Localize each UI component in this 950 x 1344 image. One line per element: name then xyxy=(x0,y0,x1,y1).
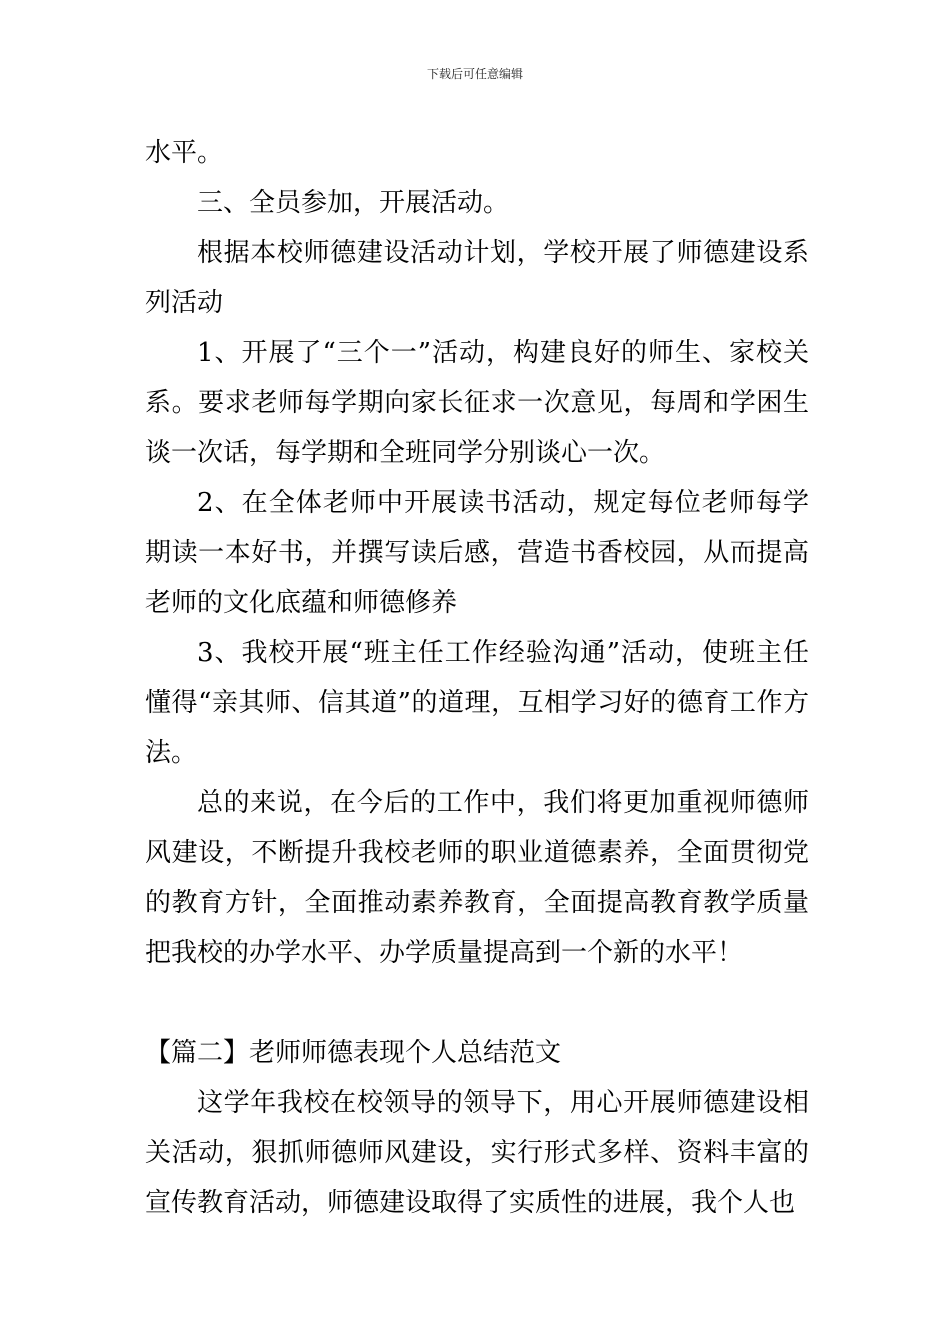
paragraph: 根据本校师德建设活动计划，学校开展了师德建设系列活动 xyxy=(145,238,809,318)
list-item-1: 1、开展了“三个一”活动，构建良好的师生、家校关系。要求老师每学期向家长征求一次意见，每周和学困生谈一次话，每学期和全班同学分别谈心一次。 xyxy=(145,338,809,468)
section-heading-three: 三、全员参加，开展活动。 xyxy=(197,188,510,218)
paragraph-continuation: 水平。 xyxy=(145,138,224,168)
page-header: 下载后可任意编辑 xyxy=(426,67,523,81)
list-item-2: 2、在全体老师中开展读书活动，规定每位老师每学期读一本好书，并撰写读后感，营造书香校园，从而提高老师的文化底蕴和师德修养 xyxy=(145,488,809,618)
document-body xyxy=(145,128,809,1228)
summary-paragraph: 总的来说，在今后的工作中，我们将更加重视师德师风建设，不断提升我校老师的职业道德素养，全面贯彻党的教育方针，全面推动素养教育，全面提高教育教学质量把我校的办学水平、办学质量提高到一个新的水平！ xyxy=(145,788,809,968)
paragraph: 这学年我校在校领导的领导下，用心开展师德建设相关活动，狠抓师德师风建设，实行形式多样、资料丰富的宣传教育活动，师德建设取得了实质性的进展，我个人也 xyxy=(145,1088,809,1218)
section-spacer xyxy=(145,978,809,1028)
article-heading: 【篇二】老师师德表现个人总结范文 xyxy=(145,1038,562,1068)
list-item-3: 3、我校开展“班主任工作经验沟通”活动，使班主任懂得“亲其师、信其道”的道理，互相学习好的德育工作方法。 xyxy=(145,638,809,768)
